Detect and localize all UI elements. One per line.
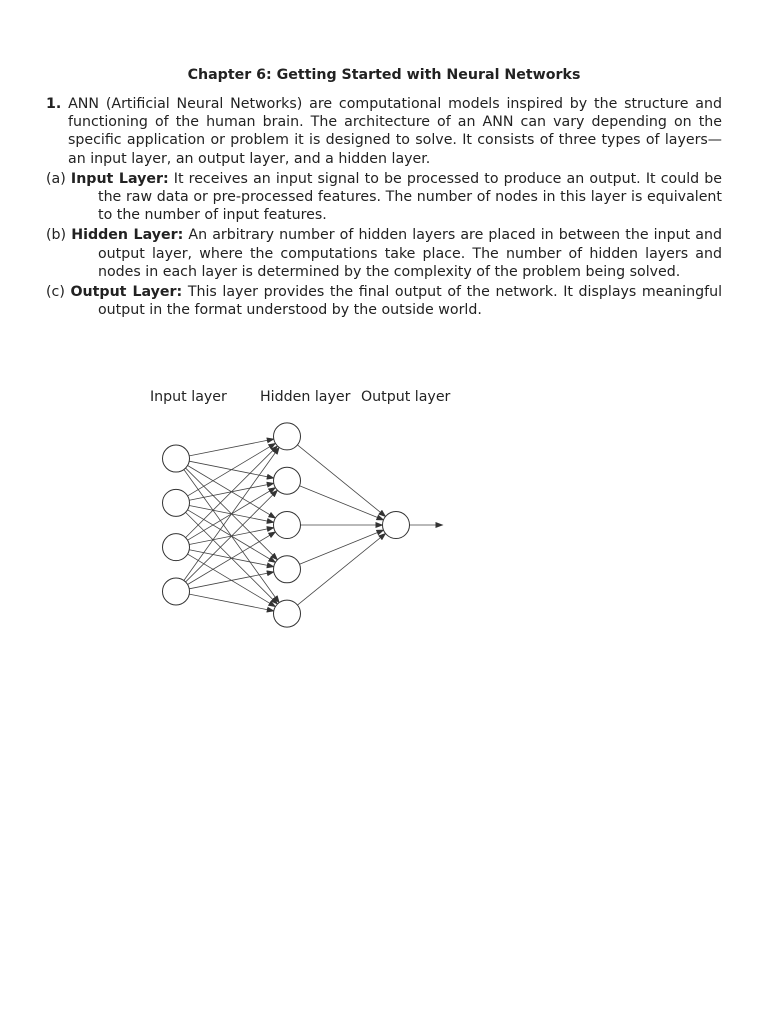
document-body [46, 95, 722, 321]
item-1-text: ANN (Artificial Neural Networks) are computational models inspired by the structure and functioning of the human brain. The architecture of an ANN can vary depending on the specific application or problem it is designed to solve. It consists of three types of layers—an input layer, an output layer, and a hidden layer. [68, 96, 722, 167]
item-1-paragraph [46, 95, 722, 168]
item-1-number: 1. [46, 96, 62, 112]
hidden-layer-paragraph [46, 226, 722, 281]
input-hidden-connection [188, 443, 276, 496]
input-node [163, 445, 190, 472]
input-layer-paragraph [46, 170, 722, 225]
output-layer-paragraph [46, 283, 722, 319]
input-layer-marker: (a) [46, 170, 66, 187]
hidden-output-connection [297, 534, 385, 606]
chapter-title: Chapter 6: Getting Started with Neural Networks [187, 67, 581, 83]
input-hidden-connection [189, 594, 274, 611]
input-hidden-connection [184, 447, 279, 580]
neural-network-figure [140, 386, 470, 631]
input-hidden-connection [186, 490, 278, 582]
input-hidden-connection [189, 439, 274, 456]
input-node [163, 578, 190, 605]
hidden-node [274, 556, 301, 583]
output-layer-marker: (c) [46, 284, 65, 301]
hidden-output-connection [297, 445, 385, 517]
input-hidden-connection [189, 572, 274, 589]
input-layer-label: Input layer [150, 389, 227, 405]
hidden-layer-marker: (b) [46, 227, 67, 244]
hidden-node [274, 467, 301, 494]
output-node [383, 512, 410, 539]
input-layer-term: Input Layer: [70, 170, 169, 187]
output-layer-label: Output layer [361, 389, 451, 405]
input-node [163, 489, 190, 516]
hidden-node [274, 600, 301, 627]
output-layer-text: This layer provides the final output of the network. It displays meaningful output in the format understood by the outside world. [98, 284, 723, 319]
hidden-output-connection [300, 530, 384, 564]
input-hidden-connection [188, 532, 276, 585]
output-layer-term: Output Layer: [70, 284, 183, 301]
hidden-layer-label: Hidden layer [260, 389, 351, 405]
input-node [163, 534, 190, 561]
hidden-layer-term: Hidden Layer: [71, 227, 184, 244]
hidden-output-connection [300, 486, 384, 520]
hidden-node [274, 423, 301, 450]
hidden-layer-text: An arbitrary number of hidden layers are placed in between the input and output layer, where the computations take place. The number of hidden layers and nodes in each layer is determined by the complexity of the problem being solved. [98, 227, 722, 280]
input-layer-text: It receives an input signal to be processed to produce an output. It could be the raw data or pre-processed features. The number of nodes in this layer is equivalent to the number of input features. [98, 170, 723, 224]
neural-network-diagram [140, 386, 470, 631]
hidden-node [274, 512, 301, 539]
